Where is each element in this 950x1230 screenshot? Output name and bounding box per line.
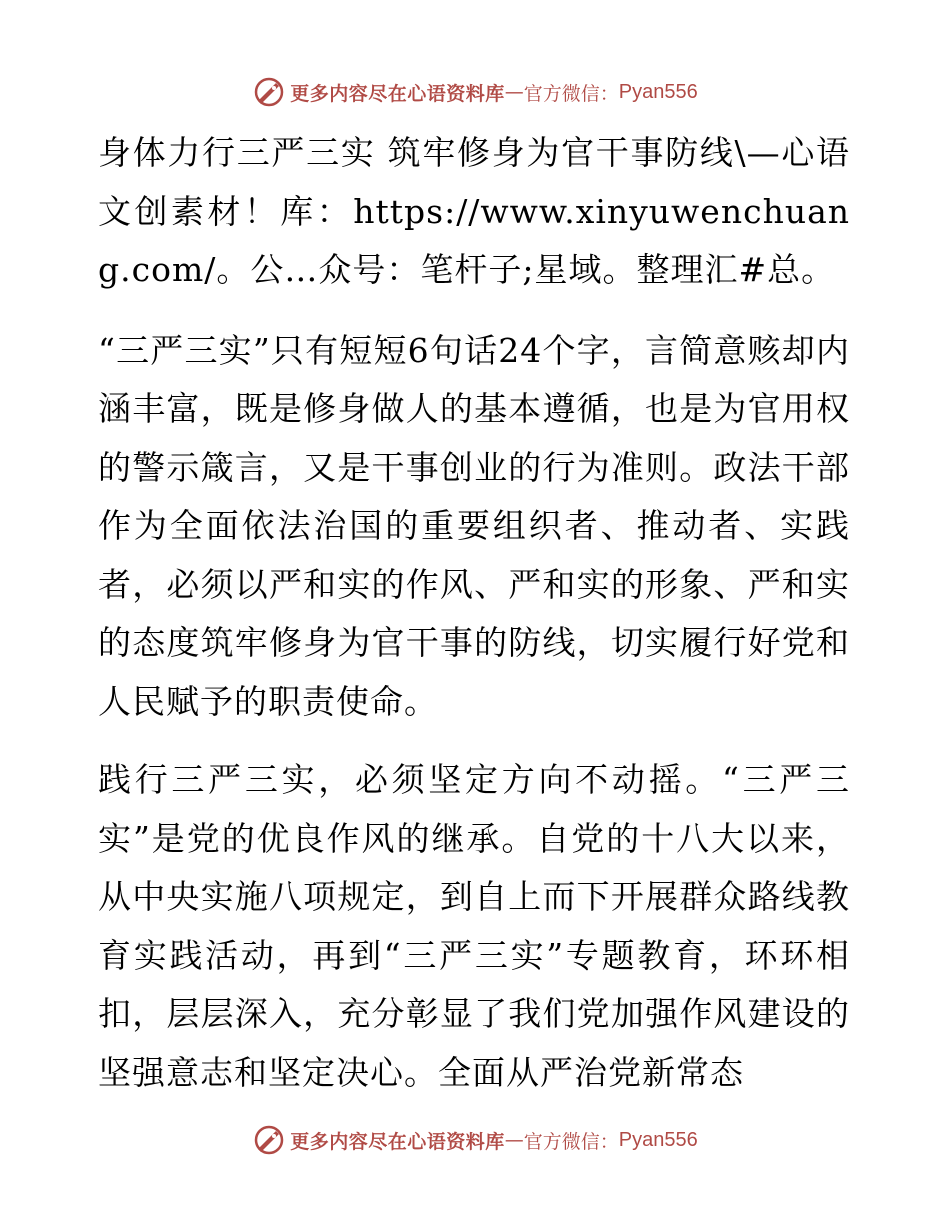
watermark-brand-text: 更多内容尽在心语资料库 bbox=[290, 82, 505, 105]
watermark-wechat-label: 官方微信： bbox=[523, 82, 619, 105]
paragraph-direction: 践行三严三实，必须坚定方向不动摇。“三严三实”是党的优良作风的继承。自党的十八大以来，从中央实施八项规定，到自上而下开展群众路线教育实践活动，再到“三严三实”专题教育，环环相扣，层层深入，充分彰显了我们党加强作风建设的坚强意志和坚定决心。全面从严治党新常态 bbox=[98, 760, 850, 1092]
watermark-wechat-id: Pyan556 bbox=[618, 1128, 698, 1151]
paragraph-intro: “三严三实”只有短短6句话24个字，言简意赅却内涵丰富，既是修身做人的基本遵循，也是为官用权的警示箴言，又是干事创业的行为准则。政法干部作为全面依法治国的重要组织者、推动者、实践者，必须以严和实的作风、严和实的形象、严和实的态度筑牢修身为官干事的防线，切实履行好党和人民赋予的职责使命。 bbox=[98, 330, 850, 721]
header-watermark bbox=[0, 72, 950, 112]
watermark-separator: — bbox=[504, 81, 524, 103]
document-body bbox=[98, 124, 850, 1102]
pen-nib-logo-icon bbox=[252, 1123, 286, 1157]
footer-watermark bbox=[0, 1120, 950, 1160]
watermark-separator: — bbox=[504, 1129, 524, 1151]
watermark-wechat-label: 官方微信： bbox=[523, 1130, 619, 1153]
paragraph-title: 身体力行三严三实 筑牢修身为官干事防线\—心语文创素材！库：https://www.xinyuwenchuang.com/。公…众号：笔杆子;星域。整理汇#总。 bbox=[98, 133, 850, 289]
watermark-brand-text: 更多内容尽在心语资料库 bbox=[290, 1130, 505, 1153]
pen-nib-logo-icon bbox=[252, 75, 286, 109]
watermark-wechat-id: Pyan556 bbox=[618, 80, 698, 103]
